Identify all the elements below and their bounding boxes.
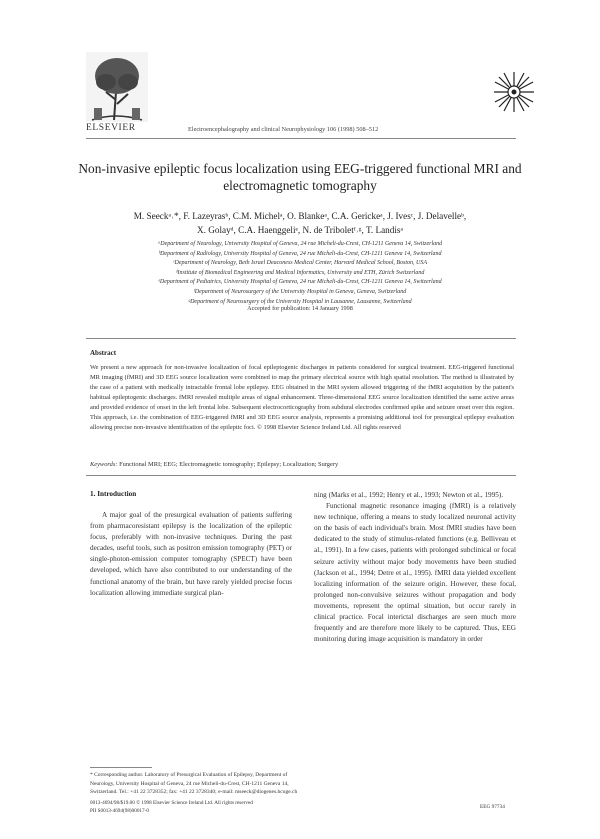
keywords bbox=[90, 461, 338, 468]
copyright-block bbox=[90, 799, 253, 816]
intro-paragraph-2: Functional magnetic resonance imaging (fMRI) is a relatively new technique, offering a means to study localized neuronal activity on the basis of each individual's brain. Most fMRI studies have been dedicated to the study of stimulus-related functions (e.g. Belliveau et al., 1991). In a few cases, patients with prolonged subclinical or focal seizure activity without major body movements have been studied (Jackson et al., 1994; Detre et al., 1995). fMRI data yielded excellent localizing information of the seizure origin. However, these focal, prolonged non-convulsive seizures without propagation and body movements, represent the optimal situation, but occur rarely in clinical practice. Focal interictal discharges are seen much more frequently and are therefore more likely to be captured. Thus, EEG monitoring during image acquisition is mandatory in order bbox=[314, 502, 516, 644]
keywords-list: Functional MRI; EEG; Electromagnetic tomography; Epilepsy; Localization; Surgery bbox=[119, 461, 339, 468]
copyright-line: 0013-4694/98/$19.00 © 1998 Elsevier Science Ireland Ltd. All rights reserved bbox=[90, 800, 253, 806]
journal-citation: Electroencephalography and clinical Neurophysiology 106 (1998) 508–512 bbox=[188, 126, 379, 133]
accepted-date: Accepted for publication: 14 January 1998 bbox=[247, 305, 353, 312]
abstract-top-rule bbox=[86, 338, 516, 339]
affiliation-c: ᶜDepartment of Neurology, Beth Israel Deaconess Medical Center, Harvard Medical School, Boston, USA bbox=[172, 260, 428, 267]
affiliation-b: ᵇDepartment of Radiology, University Hospital of Geneva, 24 rue Micheli-du-Crest, CH-1211 Geneva 14, Switzerland bbox=[158, 250, 442, 257]
article-title: Non-invasive epileptic focus localization using EEG-triggered functional MRI and electromagnetic tomography bbox=[78, 161, 522, 193]
keywords-label: Keywords: bbox=[90, 461, 118, 468]
affiliation-list bbox=[70, 240, 530, 307]
journal-emblem-icon bbox=[492, 70, 536, 114]
intro-paragraph-continued: ning (Marks et al., 1992; Henry et al., 1993; Newton et al., 1995). bbox=[314, 491, 504, 499]
intro-paragraph-1: A major goal of the presurgical evaluation of patients suffering from pharmacoresistant epilepsy is the localization of the epileptic focus, preferably with non-invasive techniques. During the past decades, useful tools, such as positron emission tomography (PET) or single-photon-emission computer tomography (SPECT) have been developed, which have also contributed to our understanding of the functional anatomy of the brain, but have rarely yielded precise focus localization allowing immediate surgical plan- bbox=[90, 511, 292, 597]
affiliation-e: ᵉDepartment of Pediatrics, University Hospital of Geneva, 24 rue Micheli-du-Crest, CH-1211 Geneva 14, Switzerland bbox=[158, 279, 442, 286]
publisher-name: ELSEVIER bbox=[86, 123, 136, 133]
abstract-text: We present a new approach for non-invasive localization of focal epileptogenic discharges in patients considered for surgical treatment. EEG-triggered functional MR imaging (fMRI) and 3D EEG source localization were combined to map the primary electrical source with high spatial resolution. The method is illustrated by the case of a patient with medically intractable frontal lobe epilepsy. EEG obtained in the MRI system allowed triggering of the fMRI acquisition by the patient's habitual epileptogenic discharges. fMRI revealed multiple areas of signal enhancement. Three-dimensional EEG source localization identified the same active areas and provided evidence of onset in the left frontal lobe. Subsequent electrocorticography from subdural electrodes confirmed spike and seizure onset over this region. This approach, i.e. the combination of EEG-triggered fMRI and 3D EEG source analysis, represents a promising additional tool for presurgical epilepsy evaluation allowing precise non-invasive identification of the epileptic foci. © 1998 Elsevier Science Ireland Ltd. All rights reserved bbox=[90, 364, 514, 431]
affiliation-f: ᶠDepartment of Neurosurgery of the University Hospital in Geneva, Geneva, Switzerland bbox=[193, 288, 407, 295]
section-heading: 1. Introduction bbox=[90, 490, 137, 498]
left-column bbox=[90, 510, 292, 599]
pii-line: PII S0013-4694(98)00017-0 bbox=[90, 808, 149, 815]
article-code: EEG 97734 bbox=[480, 804, 505, 810]
affiliation-d: ᵈInstitute of Biomedical Engineering and Medical Informatics, University and ETH, Zürich Switzerland bbox=[175, 269, 425, 276]
author-line-1: M. Seeckᵃ˒*, F. Lazeyrasᵇ, C.M. Michelᵃ, O. Blankeᵃ, C.A. Gerickeᵃ, J. Ivesᶜ, J. Delavelleᵇ, bbox=[133, 211, 467, 221]
affiliation-a: ᵃDepartment of Neurology, University Hospital of Geneva, 24 rue Micheli-du-Crest, CH-1211 Geneva 14, Switzerland bbox=[157, 241, 443, 247]
abstract-bottom-rule bbox=[86, 475, 516, 476]
header-rule bbox=[86, 138, 516, 139]
right-column bbox=[314, 490, 516, 645]
abstract-heading: Abstract bbox=[90, 349, 117, 357]
footnote-rule bbox=[90, 767, 152, 768]
corresponding-author-footnote: * Corresponding author. Laboratory of Presurgical Evaluation of Epilepsy, Department of Neurology, University Hospital of Geneva, 24 rue Micheli-du-Crest, CH-1211 Geneva 14, Switzerland. Tel.: +41 22 3728352; fax: +41 22 3728340; e-mail: mseeck@diogenes.hcuge.ch bbox=[90, 772, 298, 796]
affiliation-g: ᵍDepartment of Neurosurgery of the University Hospital in Lausanne, Lausanne, Switzerland bbox=[188, 298, 412, 305]
author-line-2: X. Golayᵈ, C.A. Haenggeliᵉ, N. de Triboletᶠ˒ᵍ, T. Landisᵃ bbox=[197, 224, 403, 235]
elsevier-tree-logo bbox=[86, 52, 148, 134]
author-list bbox=[70, 210, 530, 237]
